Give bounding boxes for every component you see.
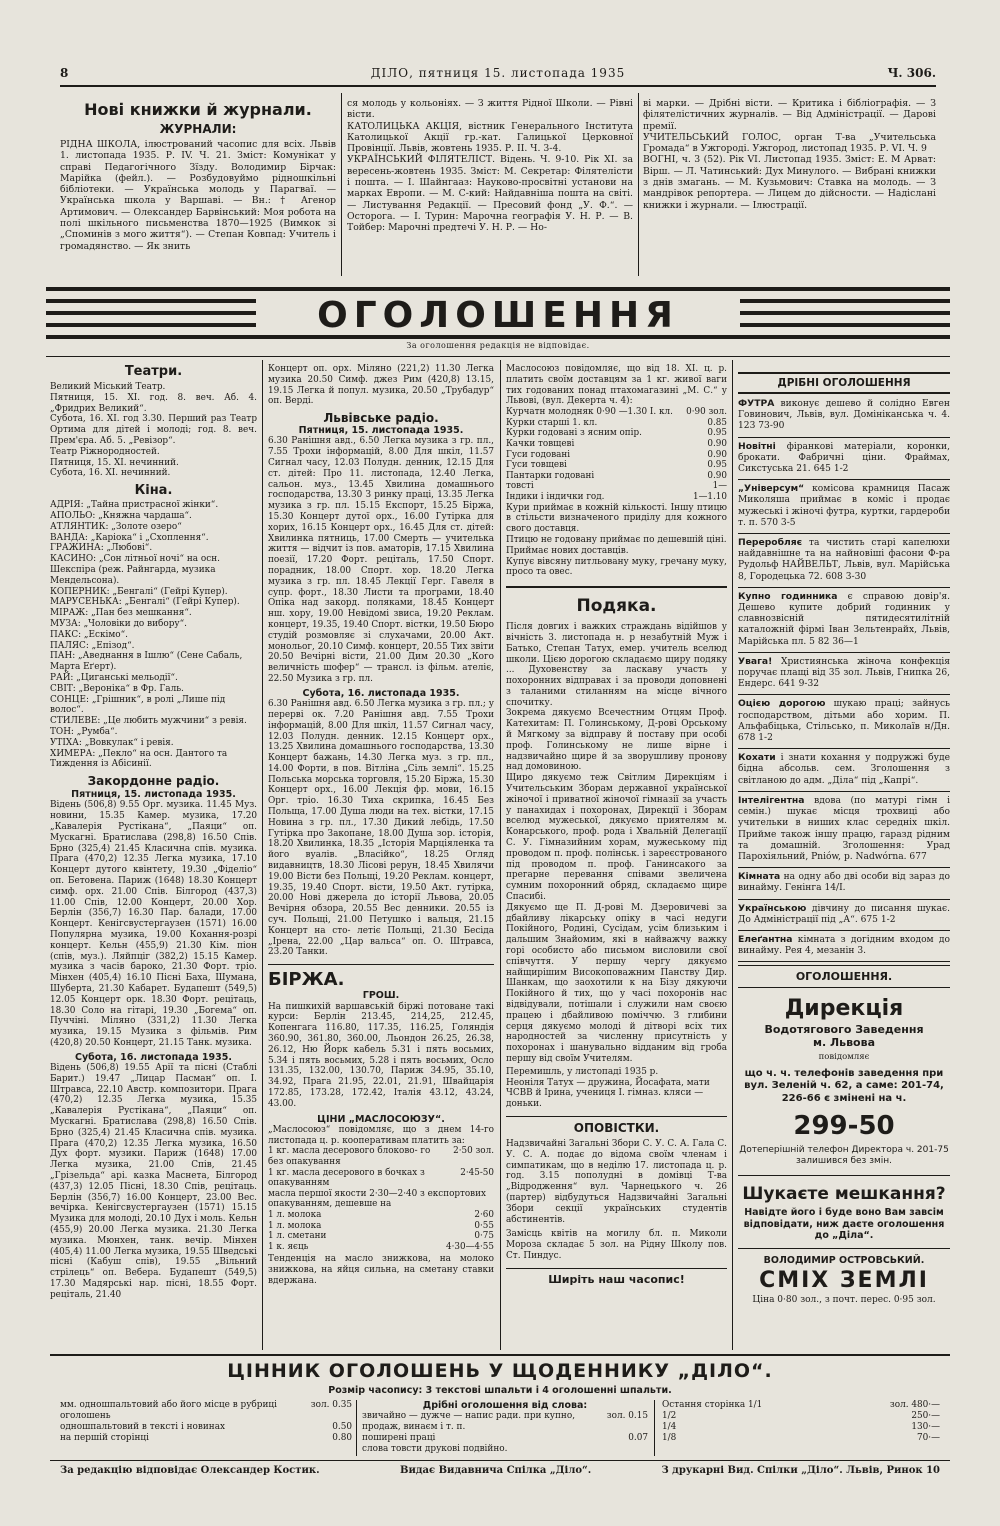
price-value: зол. 0.15 [606,1411,648,1421]
price-value: 0.85 [707,417,727,428]
banner-bar [46,323,256,327]
price-item: поширені праці [362,1433,436,1443]
small-ad-lead: Українською [738,902,807,914]
price-item: 1 л. молока [268,1220,322,1231]
small-ad-divider [738,652,950,653]
price-value: 0·55 [474,1220,494,1231]
small-ad-lead: Увага! [738,655,773,667]
column-listings [50,364,257,1301]
small-ad-lead: Оцією дорогою [738,698,826,710]
maslosoyuz-prices-intro: „Маслосоюз“ повідомляє, що з днем 14-го листопада ц. р. кооперативам платить за: [268,1124,494,1146]
birzha-rule [268,964,494,965]
small-ad-divider [738,867,950,868]
small-ad-divider [738,533,950,534]
book-ad-author: ВОЛОДИМИР ОСТРОВСЬКИЙ. [763,1254,925,1266]
rates-mid [362,1400,648,1455]
foreign-radio-continued: Концерт оп. орх. Міляно (221,2) 11.30 Легка музика 20.50 Симф. джез Рим (420,8) 13.15, 19.15 Легка й попул. музика, 20.50 „Трубадур“ оп. Верді. [268,364,494,407]
rates-title: ЦІННИК ОГОЛОШЕНЬ У ЩОДЕННИКУ „ДІЛО“. [227,1360,773,1382]
banner-bar [740,299,950,303]
price-item: 1 л. сметани [268,1231,327,1242]
small-ad-lead: ФУТРА [738,398,775,409]
banner-title: ОГОЛОШЕННЯ [317,295,679,336]
price-row [662,1422,940,1433]
price-item: одношпальтовий в тексті і новинах [60,1422,226,1432]
small-ad-text: та чистить старі капелюхи найдавнішне та на найновіші фасони Ф-ра Рудольф НАЙВЕЛЬТ, Львів, вул. Марійська 8, Городецька 72. 608 3-30 [738,538,950,582]
maslosoyuz-prices-title: ЦІНИ „МАСЛОСОЮЗУ“. [317,1113,445,1125]
books-title: Нові книжки й журнали. [84,100,312,119]
price-row [506,450,727,461]
small-ad-divider [738,748,950,749]
price-row [506,471,727,482]
lviv-radio-friday: 6.30 Ранішня авд., 6.50 Легка музика з гр. пл., 7.55 Трохи інформацій, 8.00 Для шкіл, 11.57 Сигнал часу, 12.03 Полудн. денник, 12.15 Для ст. дітей: Про 11. листопада, 12.40 Легка, сальон. муз., 13.45 Хвилина домашнього господарства, 13.30 З ринку праці, 13.35 Легка музика з гр. пл. 15.15 Експорт, 15.25 Біржа, 15.30 Концерт дутої орх., 16.00 Гутірка для хорих, 16.15 Концерт орх., 16.45 Для ст. дітей: Хвилинка пятниць, 17.00 Смерть — учителька життя — відчит із пов. аматорів, 17.15 Хвилина поезії, 17.20 Форт. реціталь, 17.50 Спорт. порадник, 18.00 Спорт. хор. 18.20 Легка музика з гр. пл. 18.45 Лекції Герг. Гавеля в супр. форт., 18.30 Листи та програми, 18.40 Опіка над закорд. поляками, 18.45 Концерт нш. хору, 19.00 Невідомі звиса, 19.20 Реклам. концерт, 19.35, 19.40 Спорт. вістки, 19.50 Бюро студій розмовляє зі слухачами, 20.00 Акт. монольог, 20.10 Симф. концерт, 20.55 Тих звіти 20.50 Вечірні вісти, 21.00 Дим 20.30 „Кого величність шофер“ — трансл. із фільм. ателіє, 22.50 Музика з гр. пл. [268,436,494,685]
small-ad-divider [738,930,950,931]
price-value: 0.95 [707,460,727,471]
price-item: товсті [506,481,534,492]
price-value: 1— [712,481,727,492]
price-item: звичайно — дужче — напис ради. при купно, продаж, винаєм і т. п. [362,1411,576,1432]
price-item: мм. одношпальтовий або його місце в рубриці оголошень [60,1400,277,1421]
price-item: слова товсти друкові подвійно. [362,1444,508,1454]
currency-rates: На пишкихій варшавській біржі потоване такі курси: Берлін 213.45, 214,25, 212.45, Копенгага 116.80, 117.35, 116.25, Голяндія 360.90, 361.80, 360.00, Льондон 26.25, 26.38, 26.12, Ню Йорк кабель 5.31 і пять восьмих, 5.34 і пять восьмих, 5.28 і пять восьмих, Осло 131.35, 132.00, 130.70, Париж 34.95, 35.10, 34.92, Прага 21.95, 22.01, 21.91, Швайцарія 172.85, 173.28, 172.42, Італія 43.12, 43.24, 43.00. [268,1001,494,1109]
books-subtitle: ЖУРНАЛИ: [159,122,237,136]
price-value: 130·— [911,1422,940,1432]
page-header [60,66,936,82]
price-item: Курки годовані з ясним опір. [506,428,642,439]
theatres-title: Театри. [124,364,183,379]
price-value: 0·90 зол. [686,407,727,418]
small-ad-text: комісова крамниця Пасаж Миколяша приймає в коміс і продає мужеські і жіночі футра, куртки, гардероби т. п. 570 3-5 [738,484,950,528]
lviv-radio-day1: Пятниця, 15. листопада 1935. [298,425,464,437]
price-item: Гуси годовані [506,449,571,460]
small-ad-lead: Переробляє [738,537,803,549]
price-row [60,1422,352,1433]
small-ad-text: фіранкові матеріали, коронки, брокати. Фабричні ціни. Фраймах, Сикстуська 21. 645 1-2 [738,441,950,475]
price-value: 70·— [917,1433,940,1443]
price-item: Індики і індички год. [506,491,605,502]
small-ad-lead: Кохати [738,752,776,764]
lviv-radio-title: Львівське радіо. [323,411,439,426]
lviv-radio-saturday: 6.30 Ранішня авд. 6.50 Легка музика з гр. пл.; у перерві ок. 7.20 Ранішня авд. 7.55 Трохи інформацій, 8.00 Для шкіл, 11.57 Сигнал часу, 12.03 Полудн. денник. 12.15 Концерт орх., 13.25 Хвилина домашнього господарства, 13.30 Концерт бажань, 14.30 Легка муз. з гр. пл., 14.00 Форти, в пов. Вітліна „Сіль землі“. 15.25 Польська морська торговля, 15.20 Біржа, 15.30 Концерт орх., 16.00 Лекція фр. мови, 16.15 Орг. тріо. 16.30 Тиха скрипка, 16.45 Без Польща, 17.00 Душа люди на тех. вістки, 17.15 Новина з гр. пл., 17.30 Дикий лебідь, 17.50 Гутірка про Закопане, 18.00 Душа зор. історія, 18.20 Хвилинка, 18.35 „Історія Марціяленка та його вуалів. „Власійко“, 18.25 Огляд видавництв, 18.30 Лісові рерун, 18.45 Хвилячи 19.00 Вісти без Польщі, 19.20 Реклам. концерт, 19.35, 19.40 Спорт. вісти, 19.50 Акт. гутірка, 20.00 Нові джерела до історії Львова, 20.05 Вечірня обзора, 20.55 Вес денники. 20.55 із суч. Польщі, 21.00 Петушко і вальця, 21.15 Концерт на сто- летіє Польщі, 21.30 Бесіда „Ірена, 22.00 „Цар вальса“ оп. О. Штравса, 23.20 Танки. [268,699,494,958]
small-ad-text: кімната з догідним входом до винайму. Рея 4, мезанін 3. [738,934,950,957]
currency-subtitle: ГРОШ. [362,990,400,1002]
footer-editor: За редакцію відповідає Олександер Костик. [60,1465,320,1476]
rates-mid-list [362,1411,648,1455]
books-col3: ві марки. — Дрібні вісти. — Критика і бібліографія. — З філятелістичних журналів. — Від Адміністрації. — Дарові премії. УЧИТЕЛЬСЬКИЙ ГОЛОС, орган Т-ва „Учительська Громада“ в Ужгороді. Ужгород, листопад 1935. Р. VI. Ч. 9 ВОГНІ, ч. 3 (52). Рік VI. Листопад 1935. Зміст: Е. М Арват: Вірш. — Л. Чатинський: Дух Минулого. — Вибрані книжки з днів змагань. — М. Кузьмович: Ставка на молодь. — З мандрівок репортера. — Лицем до дійсности. — Надіслані книжки і журнали. — Ілюстрації. [643,98,936,211]
theatres-listing: Великий Міський Театр. Пятниця, 15. XI. год. 8. веч. Аб. 4. „Фридрих Великий“. Субота, 16. XI. год 3.30. Перший раз Театр Ортима для дітей і молоді; год. 8. веч. Прем'єра. Аб. 5. „Ревізор“. Театр Ріжнородностей. Пятниця, 15. XI. нечинний. Субота, 16. XI. нечинний. [50,382,257,479]
small-ad [738,591,950,648]
price-row [268,1210,494,1221]
price-row [506,439,727,450]
apartment-ad-title: Шукаєте мешкання? [742,1184,946,1205]
price-row [506,428,727,439]
column-small-ads [738,364,950,1306]
price-row [506,492,727,503]
price-row [268,1146,494,1167]
price-item: Пантарки годовані [506,470,595,481]
price-value: 4·30—4·55 [446,1241,494,1252]
price-row [506,418,727,429]
footer-publisher: Видає Видавнича Спілка „Діло“. [400,1465,592,1476]
price-row [662,1400,940,1411]
small-ad-text: і знати кохання у подружжі буде бідна абсольв. сем. Зголошення з світланою до адм. „Діла“ під „Капрі“. [738,753,950,786]
price-item: Остання сторінка 1/1 [662,1400,763,1410]
price-row [268,1242,494,1253]
banner-subtitle: За оголошення редакція не відповідає. [406,341,590,350]
ogol-rule [738,965,950,966]
small-ad-lead: Інтелігентна [738,794,805,806]
small-ad [738,398,950,433]
price-row [268,1168,494,1189]
foreign-radio-saturday: Відень (506,8) 19.55 Арії та пісні (Стаблі Барит.) 19.47 „Лицар Пасман“ оп. І. Штравса, 22.10 Австр. композитори. Прага (470,2) 12.35 Легка музика, 15.35 „Кавалерія Рустікана“, „Паяци“ оп. Мускагні. Братислава (298,8) 16.50 Спів. Брно (325,4) 21.45 Класична спів. музика. Прага (470,2) 12.35 Легка музика, 16.50 Дух форт. музики. Париж (1648) 17.00 Легка музика, 21.00 Спів, 21.45 „Грізельда“ арі. казка Маснета, Білгород (437,3) 12.05 Пісні, 18.30 Спів, рецітаць. Берлін (356,7) 16.00 Концерт, 23.00 Вес. вечірка. Кенігсвустергаузен (1571) 15.15 Музика для молоді, 20.10 Дух і моль. Кельн (455,9) 20.00 Легка музика. 21.30 Легка музика. Мюнхен, танк. вечір. Мінхен (405,4) 11.00 Легка музика, 19.55 Шведські пісні (Кабуш спів), 19.55 „Вільний стрілець“ оп. Вебера. Будапешт (549,5) 17.30 Мадярські нар. пісні, 18.55 Форт. реціталь, 21.40 [50,1063,257,1300]
small-ads-rule [738,392,950,394]
rates-divider-1 [356,1400,357,1456]
apartment-ad-body: Навідте його і буде воно Вам завсім відповідати, ниж даєте оголошення до „Діла“. [743,1207,945,1242]
search-rule [738,1175,950,1176]
lviv-radio-day2: Субота, 16. листопада 1935. [302,687,460,699]
banner-bar [46,299,256,303]
foreign-radio-title: Закордонне радіо. [87,774,220,789]
small-ad [738,795,950,863]
directorate-city: м. Львова [813,1036,875,1050]
small-ad-text: виконує дешево й солідно Евген Говинович, Львів, вул. Домініканська ч. 4. 123 73-90 [738,399,950,432]
price-row [362,1433,648,1444]
small-ads-rule [738,372,950,374]
maslosoyuz-price-list [268,1146,494,1252]
directorate-phone: 299-50 [793,1111,895,1142]
foreign-radio-day2: Субота, 16. листопада 1935. [75,1051,232,1063]
small-ad-divider [738,587,950,588]
price-row [60,1400,352,1422]
small-ad-divider [738,437,950,438]
poultry-notice-tail: Кури приймає в кожній кількості. Іншу птицю в стільсти визначеного приділу для кожного свого доставця. Птицю не годовану приймає по дешевшій ціні. Приймає нових доставців. Купує вівсяну питльовану муку, гречану муку, просо та овес. [506,502,727,578]
price-item: 1/8 [662,1433,677,1443]
spread-newspaper-slogan: Ширіть наш часопис! [548,1272,685,1286]
price-value: зол. 0.35 [310,1400,352,1410]
directorate-tail: Дотеперішній телефон Директора ч. 201-75 залишився без змін. [739,1145,949,1167]
small-ad [738,903,950,926]
price-value: 2·45-50 [460,1167,494,1178]
maslosoyuz-prices-note: Тенденція на масло знижкова, на молоко знижкова, на яйця сильна, на сметану ставки вдержана. [268,1254,494,1286]
small-ad [738,871,950,894]
cinema-listing: АДРІЯ: „Тайна пристрасної жінки“. АПОЛЬО: „Княжна чардаша“. АТЛЯНТИК: „Золоте озеро“ ВАНДА: „Каріока“ і „Схоплення“. ГРАЖИНА: „Любові“. КАСИНО: „Сон літньої ночі“ на осн. Шекспіра (реж. Райнгарда, музика Мендельсона). КОПЕРНИК: „Бенгалі“ (Гейрі Купер). МАРУСЕНЬКА: „Бенгалі“ (Гейрі Купер). МІРАЖ: „Пан без мешкання“. МУЗА: „Чоловіки до вибору“. ПАКС: „Ескімо“. ПАЛЯС: „Епізод“. ПАН: „Аведнання в Ішлю“ (Сене Сабаль, Марта Еґерт). РАЙ: „Циганські мельодії“. СВІТ: „Вероніка“ в Фр. Галь. СОНЦЕ: „Грішник“, в ролі „Лише під волос“. СТИЛЕВЕ: „Це любить мужчини“ з ревія. ТОН: „Румба“. УТІХА: „Вовкулак“ і ревія. ХИМЕРА: „Пекло“ на осн. Дантого та Тиждення із Абісинії. [50,500,247,770]
small-ad-divider [738,899,950,900]
ogol-rule [738,987,950,988]
small-ad-lead: „Універсум“ [738,483,805,495]
small-ad-text: вдова (по матурі гімн і семін.) шукає місця трохвиці або учительки в ниших клас середніх шкіл. Прийме також іншу працю, гаразд рідним та домашній. Зголошення: Урад Парохіяльний, Pniów, p. Nadwórna. 677 [738,795,950,862]
notice-donation: Замісць квітів на могилу бл. п. Миколи Мороза складає 5 зол. на Рідну Школу пов. Ст. Пиндус. [506,1229,727,1261]
price-value: 0·75 [474,1231,494,1242]
rates-right [662,1400,940,1444]
price-row [662,1433,940,1444]
price-item: Гуси товщеві [506,460,567,471]
book-ad-price: Ціна 0·80 зол., з почт. перес. 0·95 зол. [752,1294,936,1305]
footer-rule [50,1460,950,1461]
small-ad-lead: Купно годинника [738,590,838,602]
cinema-title: Кіна. [134,483,173,499]
section-rule [46,356,950,357]
price-row [268,1221,494,1232]
foreign-radio-day1: Пятниця, 15. листопада 1935. [71,789,236,801]
banner-bar [740,323,950,327]
banner-bar [46,311,256,315]
price-row [662,1411,940,1422]
directorate-title: Дирекція [784,996,904,1022]
small-ad [738,698,950,744]
directorate-body: що ч. ч. телефонів заведення при вул. Зеленій ч. 62, а саме: 201-74, 226-66 є змінені на ч. [744,1067,944,1104]
small-ad-text: шукаю праці; зайнусь господарством, дітьми або хорим. П. Альфабіцька, Стільсько, п. Миколаїв н/Дн. 678 1-2 [738,699,950,744]
book-ad-rule [738,1248,950,1249]
price-row [60,1433,352,1444]
price-item: на першій сторінці [60,1433,149,1443]
price-item: масла першої якости 2·30—2·40 з експортових опакуванням, дешевше на [268,1188,486,1210]
small-ad-divider [738,694,950,695]
foreign-radio-friday: Відень (506,8) 9.55 Орг. музика. 11.45 Муз. новини, 15.35 Камер. музика, 17.20 „Кавалерія Рустікана“, „Паяци“ оп. Мускагні. Братислава (298,8) 16.50 Спів. Брно (325,4) 21.45 Класична спів. музика. Прага (470,2) 12.35 Легка музика, 17.10 Концерт дутого квінтету, 19.30 „Фіделіо“ оп. Бетовена. Париж (1648) 18.30 Концерт симф. орх. 21.00 Спів. Білгород (437,3) 11.00 Спів, 12.00 Концерт, 20.00 Хор. Берлін (356,7) 16.30 Пар. балади, 17.00 Концерт. Кенігсвустергаузен (1571) 16.00 Популярна музика, 19.00 Кохання-розрі концерт. Кельн (455,9) 21.30 Кім. піон (спів, муз.). Ляйпціг (382,2) 15.15 Камер. музика з часів бароко, 21.30 Форт. тріо. Мінхен (405,4) 16.10 Пісні Баха, Шумана, Шуберта, 21.30 Кабарет. Будапешт (549,5) 12.05 Концерт орк. 18.30 Форт. рецітаць, 18.30 Соло на гітарі, 19.30 „Богема“ оп. Пуччіні. Міляно (331,2) 11.30 Легка музика, 19.15 Музика з фільмів. Рим (420,8) 20.50 Концерт, 21.15 Танк. музика. [50,800,257,1048]
notices-rule [506,1116,727,1117]
small-ad-divider [738,479,950,480]
small-ad-divider [738,961,950,962]
rates-size: Розмір часопису: 3 текстові шпальти і 4 оголошенні шпальти. [328,1385,672,1396]
page-number: 8 [60,66,69,80]
price-row [506,481,727,492]
small-ad [738,441,950,476]
books-col1: РІДНА ШКОЛА, ілюстрований часопис для всіх. Львів 1. листопада 1935. Р. IV. Ч. 21. Зміст: Комунікат у справі Педагогічного Зїзду. Володимир Бірчак: Марійка (фейл.). — Розбудовуймо ріднoшкільні бібліотеки. — Українська молодь у Парагваї. — Українська школа у Варшаві. — Вн.: † Агенор Артимович. — Олександер Барвінський: Моя робота на полі шкільного письменства 1870—1925 (Вимкок зі „Споминів з мого життя“). — Степан Ковпад: Учитель і громадянство. — Як знить [60,139,336,252]
price-item: 1 к. яєць [268,1241,309,1252]
price-item: Курчатн молодняк 0·90 —1.30 І. кл. [506,407,673,418]
small-ad-text: є справою довір'я. Дешево купите добрий годинник у славнозвісній пятидесятилітній каталожній фірмі Іван Зельтенрайх, Львів, Марійська пл. 5 82 36—1 [738,591,950,647]
small-ad-text: дівчину до писання шукає. До Адміністрації під „А“. 675 1-2 [738,903,950,925]
price-item: Курки старші 1. кл. [506,417,598,428]
price-value: 2·50 зол. [453,1146,494,1157]
price-value: 0.95 [707,428,727,439]
price-item: 1 кг. масла десерового блоково- го без опакування [268,1146,431,1167]
price-value: зол. 480·— [889,1400,940,1410]
price-row [268,1231,494,1242]
small-ad-lead: Елеґантна [738,933,793,945]
header-title: ДІЛО, пятниця 15. листопада 1935 [370,66,626,80]
small-ad-text: Християнська жіноча конфекція поручає плащі від 35 зол. Львів, Гнипка 26, Ендерс. 641 9-32 [738,656,950,690]
price-item: Качки товщеві [506,438,575,449]
directorate-subtitle: Водотягового Заведення [764,1023,924,1037]
price-row [362,1444,648,1455]
price-row [506,460,727,471]
thanks-signature: Перемишль, у листопаді 1935 р. Неоніля Татух — дружина, Йосафата, мати ЧСВВ й Ірина, учениця І. гімназ. кляси — доньки. [506,1066,710,1110]
price-value: 0.90 [707,438,727,449]
small-ad-lead: Новітні [738,440,776,452]
price-value: 0.90 [707,470,727,481]
spread-rule [506,1268,727,1269]
price-value: 0.07 [628,1433,648,1443]
poultry-notice: Маслосоюз повідомляє, що від 18. XI. ц. р. платить своїм доставцям за 1 кг. живої ваги тих годованих понад птахомагазині „М. С.“ у Львові, (вул. Декерта ч. 4): [506,364,727,407]
col-divider-3 [732,360,733,1350]
small-ad [738,934,950,957]
small-ad [738,537,950,583]
price-item: 1/2 [662,1411,677,1421]
small-ad [738,483,950,529]
price-value: 2·60 [474,1209,494,1220]
price-value: 0.80 [332,1433,352,1443]
small-ads-list [738,398,950,962]
thanks-rule [506,586,727,588]
price-value: 0.50 [332,1422,352,1432]
books-divider-2 [638,93,639,276]
column-thanks [506,364,727,1286]
price-value: 1—1.10 [693,491,727,502]
books-col2: ся молодь у кольоніях. — З життя Рідної Школи. — Рівні вісти. КАТОЛИЦЬКА АКЦІЯ, вістник Генерального Інститута Католицької Акції гр.-кат. Галицької Церковної Провінції. Львів, жовтень 1935. Р. II. Ч. 3-4. УКРАЇНСЬКИЙ ФІЛЯТЕЛІСТ. Відень. Ч. 9-10. Рік XI. за вересень-жовтень 1935. Зміст: М. Секретар: Філятелісти і пошта. — І. Шайнгааз: Науково-просвітні установи на марках Европи. — М. С-кий: Найдавніша пошта на світі. — Листування Редакції. — Пресовий фонд „У. Ф.“. — Осторога. — І. Турин: Марочна географія У. Н. Р. — В. Тойбер: Марочні предтечі У. Н. Р. — Но- [347,98,633,234]
small-ad [738,656,950,691]
price-item: 1 л. молока [268,1209,322,1220]
notice-student-assembly: Надзвичайні Загальні Збори С. У. С. А. Гала С. У. С. А. подає до відома своїм членам і симпатикам, що в неділю 17. листопада ц. р. год. 3.15 пополудні в домівці Т-ва „Відродження“ вул. Чарнецького ч. 26 (партер) відбудуться Надзвичайні Загальні Збори секції українських студентів абстинентів. [506,1138,727,1225]
issue-number: Ч. 306. [887,66,936,80]
notices-title: ОПОВІСТКИ. [573,1120,660,1135]
price-value: 250·— [911,1411,940,1421]
ogol-title: ОГОЛОШЕННЯ. [795,970,893,984]
small-ad [738,752,950,787]
price-item: 1 кг. масла десерового в бочках з опакуванням [268,1167,425,1189]
banner-bar [740,311,950,315]
small-ads-title: ДРІБНІ ОГОЛОШЕННЯ [777,377,911,389]
book-ad-title: СМІХ ЗЕМЛІ [759,1267,929,1293]
directorate-notice: повідомляє [818,1052,870,1063]
header-rule [60,85,936,87]
price-row [268,1189,494,1210]
rates-rule [50,1354,950,1356]
price-row [362,1411,648,1433]
price-value: 0.90 [707,449,727,460]
column-radio-exchange [268,364,494,1287]
small-ad-lead: Кімната [738,871,781,883]
rates-left [60,1400,352,1444]
banner-bar [46,287,950,291]
footer-printer: З друкарні Вид. Спілки „Діло“. Львів, Ринок 10 [661,1465,940,1476]
small-ad-divider [738,791,950,792]
price-item: 1/4 [662,1422,677,1432]
books-divider-1 [341,93,342,276]
thanks-body: Після довгих і важких страждань відійшов у вічність 3. листопада н. р незабутній Муж і Батько, Степан Татух, емер. учитель вселюд школи. Цією дорогою складаємо щиру подяку ... Духовенству за ласкаву участь у похоронних відправах і за проводи доповнені з таланими стиланням на місце вічного спочитку. Зокрема дякуємо Всечестним Отцям Проф. Катехитам: П. Голинському, Д-рові Орському й Мягкому за відправу й поставу при особі проф. Голинському не лише вірне і надзвичайно щире й за зворушливу пронову над домовиною. Щиро дякуємо теж Світлим Дирекціям і Учительським Зборам державної української жіночої і приватної жіночої гімназії за участь у панахидах і похоронах, Дирекції і Зборам вселюд мужеської, дякуємо приятелям м. Конарського, проф. рода і Хвальній Делегації С. У. Гімназийним хорам, мужеському під проводом п. проф. полінськ. і зареєстрованого під проводом п. проф. Ганинсакого за прегарне перевання співами звеличена сумним похоронний обряд, складаємо щире Спасибі. Дякуємо ще П. Д-рові М. Дзеровичеві за дбайливу лікарську опіку в часі недуги Покійного, Родині, Сусідам, усім близьким і дальшим Знайомим, які в найважчу важку горі особисто або письмом висловили свої співчуття. У першу чергу дякуємо найщирішим Високоповажним Панству Дир. Шанкам, що заохотили к на Бізу дякуючи Покійного й тих, що у часі похоронів нас відвідували, потішали і служили нам своєю працею і дбайливою поміччю. З глибини серця дякуємо молоді й дітворі всіх тих народностей за численну присутність у похоронах і шанувально відданим від гроба першу від своїм Учителям. [506,622,727,1064]
thanks-title: Подяка. [576,596,657,617]
rates-mid-title: Дрібні оголошення від слова: [422,1400,588,1411]
col-divider-1 [262,360,263,1350]
small-ad-text: на одну або дві особи від зараз до винайму. Гeнінга 14/І. [738,872,950,894]
rates-divider-2 [654,1400,655,1456]
poultry-price-list [506,407,727,502]
price-row [506,407,727,418]
col-divider-2 [500,360,501,1350]
exchange-title: БІРЖА. [268,969,345,991]
